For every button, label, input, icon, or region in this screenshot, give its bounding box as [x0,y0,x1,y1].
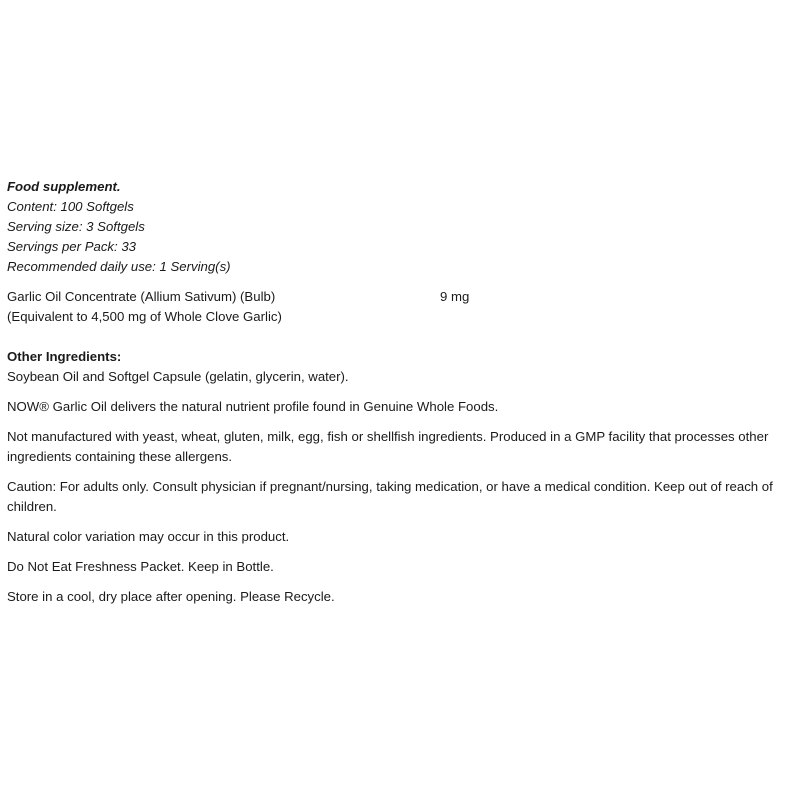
label-title: Food supplement. [7,179,121,194]
other-ingredients-heading: Other Ingredients: [7,349,122,364]
serving-size-detail: Serving size: 3 Softgels [7,219,145,234]
ingredient-equivalent: (Equivalent to 4,500 mg of Whole Clove Garlic) [7,309,282,324]
caution-paragraph: Caution: For adults only. Consult physician if pregnant/nursing, taking medication, or have a medical condition. Keep out of reach of children. [7,479,773,514]
ingredient-amount: 9 mg [440,289,470,304]
product-label [7,177,783,607]
whole-foods-paragraph: NOW® Garlic Oil delivers the natural nutrient profile found in Genuine Whole Foods. [7,399,499,414]
other-ingredients-text: Soybean Oil and Softgel Capsule (gelatin, glycerin, water). [7,369,349,384]
recommended-use-detail: Recommended daily use: 1 Serving(s) [7,259,231,274]
freshness-packet-paragraph: Do Not Eat Freshness Packet. Keep in Bottle. [7,559,274,574]
color-variation-paragraph: Natural color variation may occur in this product. [7,529,290,544]
content-detail: Content: 100 Softgels [7,199,134,214]
allergen-paragraph: Not manufactured with yeast, wheat, gluten, milk, egg, fish or shellfish ingredients. Produced in a GMP facility that processes other ingredients containing these allergens. [7,429,769,464]
ingredient-name: Garlic Oil Concentrate (Allium Sativum) (Bulb) [7,289,276,304]
servings-per-pack-detail: Servings per Pack: 33 [7,239,137,254]
ingredient-row [7,287,783,307]
storage-paragraph: Store in a cool, dry place after opening. Please Recycle. [7,589,335,604]
